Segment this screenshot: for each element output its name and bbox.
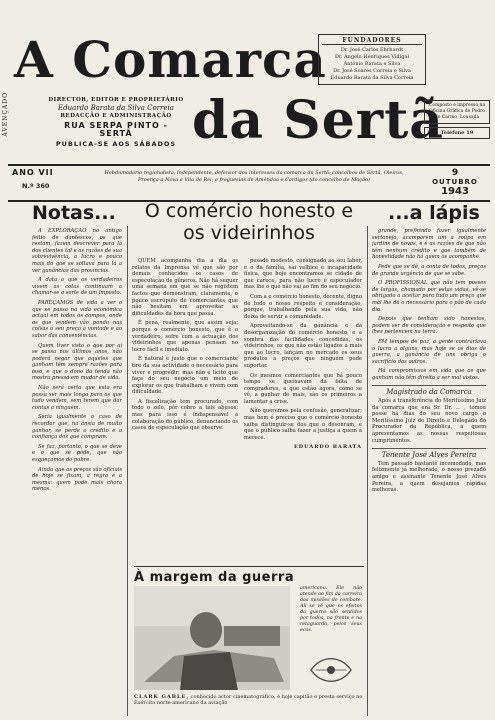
paragraph: Seria igualmente o caso de recordar que, na ânsia de muito ganhar, se perde o crédito e a confiança dos que compram.	[32, 414, 122, 441]
paragraph: É natural e justo que o comerciante tire da sua actividade o necessário para viver e progredir; mas não é lícito que faça do seu negócio um meio de explorar os que trabalham e vivem com dificuldade.	[132, 356, 238, 396]
paragraph: Os mesmos comerciantes que há pouco tempo se queixavam da falta de compradores, e que estão agora, como se vê, a ganhar de mais, são os primeiros a lamentar a crise.	[244, 372, 362, 405]
founder-name: António Barata e Silva	[343, 61, 401, 67]
issue-date-year: 1943	[441, 186, 469, 197]
article-column-2	[244, 258, 362, 558]
paragraph: Há compromissos em vida que os que ganham não têm direito a ser mal vistos.	[372, 368, 486, 381]
founder-name: Dr. José Carlos Ehrhardt	[340, 47, 404, 53]
floral-ornament-icon	[306, 650, 356, 690]
founder-name: Dr. José Soares Correia e Silva	[333, 68, 411, 74]
paragraph: Se faz, portanto, o que se deve e o que se pode, que não esqueçamos do pobre.	[32, 443, 122, 463]
issue-date	[424, 168, 486, 197]
masthead	[0, 0, 495, 168]
heading-notas: Notas...	[32, 202, 116, 224]
news-title-tenente: Tenente José Alves Pereira	[372, 448, 486, 459]
staff-block	[48, 96, 184, 148]
newspaper-motto: Hebdomadário regionalista, independente, defensor dos interesses da comarca da Sertã: concelhos de Sertã, Oleiros, Proença-a-Nova e Vila de Rei; e freguesias de Amêndoa e Cardigos (do concelho de Mação)	[104, 170, 404, 183]
printer-box: Composto e impresso na Oficina Gráfica de Pedro do Carmo, Lousada	[424, 100, 490, 124]
issue-month: OUTUBRO	[432, 178, 478, 186]
issue-day: 9	[451, 168, 459, 178]
issue-number: N.º 360	[22, 182, 50, 190]
telephone-box: Telefone 19	[424, 127, 490, 139]
print-info	[424, 100, 490, 142]
staff-label: DIRECTOR, EDITOR E PROPRIETÁRIO	[48, 97, 184, 103]
caption-text: conhecido actor cinematográfico, é hoje capitão e presta serviço no Exército norte-americano da aviação	[134, 694, 363, 706]
column-rule	[367, 226, 368, 716]
caption-name: CLARK GABLE,	[134, 694, 190, 700]
war-photo	[134, 586, 290, 690]
paragraph: Depois que tenham sido honestos, podem ser de consideração e respeito que lhes pertencem na terra.	[372, 316, 486, 336]
column-notas	[32, 228, 122, 716]
paragraph: Quem tiver visto o que por aí se passa nos últimos anos, não poderá negar que aqueles que ganham têm sempre razões para isso, e que o dono da tenda não mostra pressa em mudar de vida.	[32, 342, 122, 382]
paragraph: Pede que se dê, a conta de todos, preços de grande urgência de que se sabe.	[372, 263, 486, 277]
article-column-1	[132, 258, 238, 558]
paragraph: Ainda que os preços são oficiais de hoje se fixam, a regra é a mesma: quem pode mais chora menos.	[32, 466, 122, 493]
paragraph: Não queremos pela confusão, generalizar; mas bem é preciso que o comércio honesto saiba distinguir-se dos que o desonram, e que o público saiba fazer a justiça a quem a merece.	[244, 408, 362, 441]
publication-day: PUBLICA-SE AOS SÁBADOS	[55, 140, 177, 148]
paragraph: EM tempos de paz, a gente contrariava o lucro a alguns, mas hoje se os dias de guerra, a ganância de uns obriga o sacrifício dos outros.	[372, 338, 486, 365]
address: RUA SERPA PINTO - SERTÃ	[64, 121, 168, 138]
photo-caption	[134, 694, 364, 706]
issue-year: ANO VII	[12, 168, 54, 177]
paragraph: Aproveitando-se da ganância e da desorganização do comércio honesto, e a sombra das facilidades concedidas, os videirinhos, os que não estão ligados a mais que ao lucro, lançam no mercado os seus produtos a preços que ninguém pode suportar.	[244, 323, 362, 369]
paragraph: Após a transferência do Meritíssimo Juiz da comarca que era Sr. Dr. ... , tomou posse há dias do seu novo cargo o Meritíssimo Juiz de Direito e Delegado do Procurador da República, a quem apresentamos as nossas respeitosas cumprimentos.	[372, 398, 486, 444]
redaccao-label: REDACÇÃO E ADMINISTRAÇÃO	[60, 113, 172, 119]
side-label: AVENÇADO	[2, 92, 9, 137]
column-rule	[127, 226, 128, 716]
article-signature: EDUARDO BARATA	[293, 444, 362, 451]
paragraph: PAREÇAMOS de vida a ver o que se passa na vida económica actual em todos os campos, onde os que vendem vão pondo nas coisas o seu preço à vontade e ao sabor das conveniências.	[32, 299, 122, 339]
paragraph: pesado modesto, consignado ao seu labor, e o da família, sai velhice e incapacidade física, que hoje encontramos se cidade de que carece, para não lucro e especulador mas lhe o que não vai ao fim do seu negócio.	[244, 258, 362, 291]
paragraph: Tem passado bastante incomodado, mas felizmente já melhorado, o nosso prezado amigo e assinante Tenente José Alves Pereira, a quem desejamos rápidas melhoras.	[372, 460, 486, 494]
paragraph: A fiscalização tem procurado, com todo o zelo, pôr cobro a tais abusos; mas para isso é indispensável a colaboração do público, denunciando os casos de especulação que observe.	[132, 398, 238, 432]
war-section-text: americano. Ele não atende ao fim da carreira das missões de combate. Ali se vê que os efeitos da guerra são sentidos por todos, na frente e na retaguarda, pelos seus ecos.	[300, 586, 362, 633]
director-name: Eduardo Barata da Silva Correia	[58, 104, 174, 112]
title-line2: da Sertã	[192, 90, 444, 151]
founders-box	[318, 34, 426, 85]
paragraph: O PROFISSIONAL que não tem posses de largas, chamado por estas vidas, vê-se obrigado a aceitar para tudo um preço que mal lhe dá o necessário para o pão de cada dia.	[372, 280, 486, 313]
news-title-magistrado: Magistrado da Comarca	[372, 385, 486, 396]
paragraph: grande, prefirindo fazer igualmente sertanejo, acamparem um a roupa em jardins de novos, e é as razões de que não têm nenhum crédito e que também de honestidade não há quem os acompanhe.	[372, 228, 486, 261]
heading-lapis: ...a lápis	[388, 202, 480, 224]
paragraph: A data a que os verdadeiros vivem as cotas continuam a chamar-se a sorte de um imposto.	[32, 277, 122, 297]
paragraph: A EXPLORAÇÃO no antigo feitio de dantescos, os que restam, fazem descrever para lá dos clientes tal e as razões de sua sobrevivência, a lucro e pouco mais do que se soltava para lá a ver ganâncias das províncias.	[32, 228, 122, 274]
column-lapis	[372, 228, 486, 716]
title-line1: A Comarca	[14, 30, 327, 89]
headline-main: O comércio honesto e os videirinhos	[144, 200, 354, 244]
paragraph: Com a o comércio honesto, decente, digno de todo o nosso respeito e consideração, porque, trabalhando pela sua vida, não deixa de servir a comunidade.	[244, 293, 362, 320]
issue-info-bar	[8, 164, 490, 202]
founder-name: Dr. Angelo Henriques Vidigal	[335, 54, 409, 60]
founder-name: Eduardo Barata da Silva Correia	[330, 75, 414, 81]
founders-header: FUNDADORES	[322, 37, 422, 45]
paragraph: Não será certo que esta era possa ser mais longa para os que tudo vendem, sem terem que dar contas a ninguém.	[32, 385, 122, 411]
war-section-heading: À margem da guerra	[134, 566, 364, 585]
paragraph: É pena, realmente, que assim seja; porque o comércio honesto, que é o verdadeiro, sofre com a actuação dos videirinhos que apenas pensam no lucro fácil e imediato.	[132, 320, 238, 353]
paragraph: QUEM acompanha dia a dia os relatos da Imprensa vê que são por demais conhecidos os casos de especulação de géneros. Não há sequer uma semana em que se não registem factos que demonstram, claramente, o pouco escrúpulo de comerciantes que não hesitam em aproveitar as dificuldades da hora que passa.	[132, 258, 238, 317]
